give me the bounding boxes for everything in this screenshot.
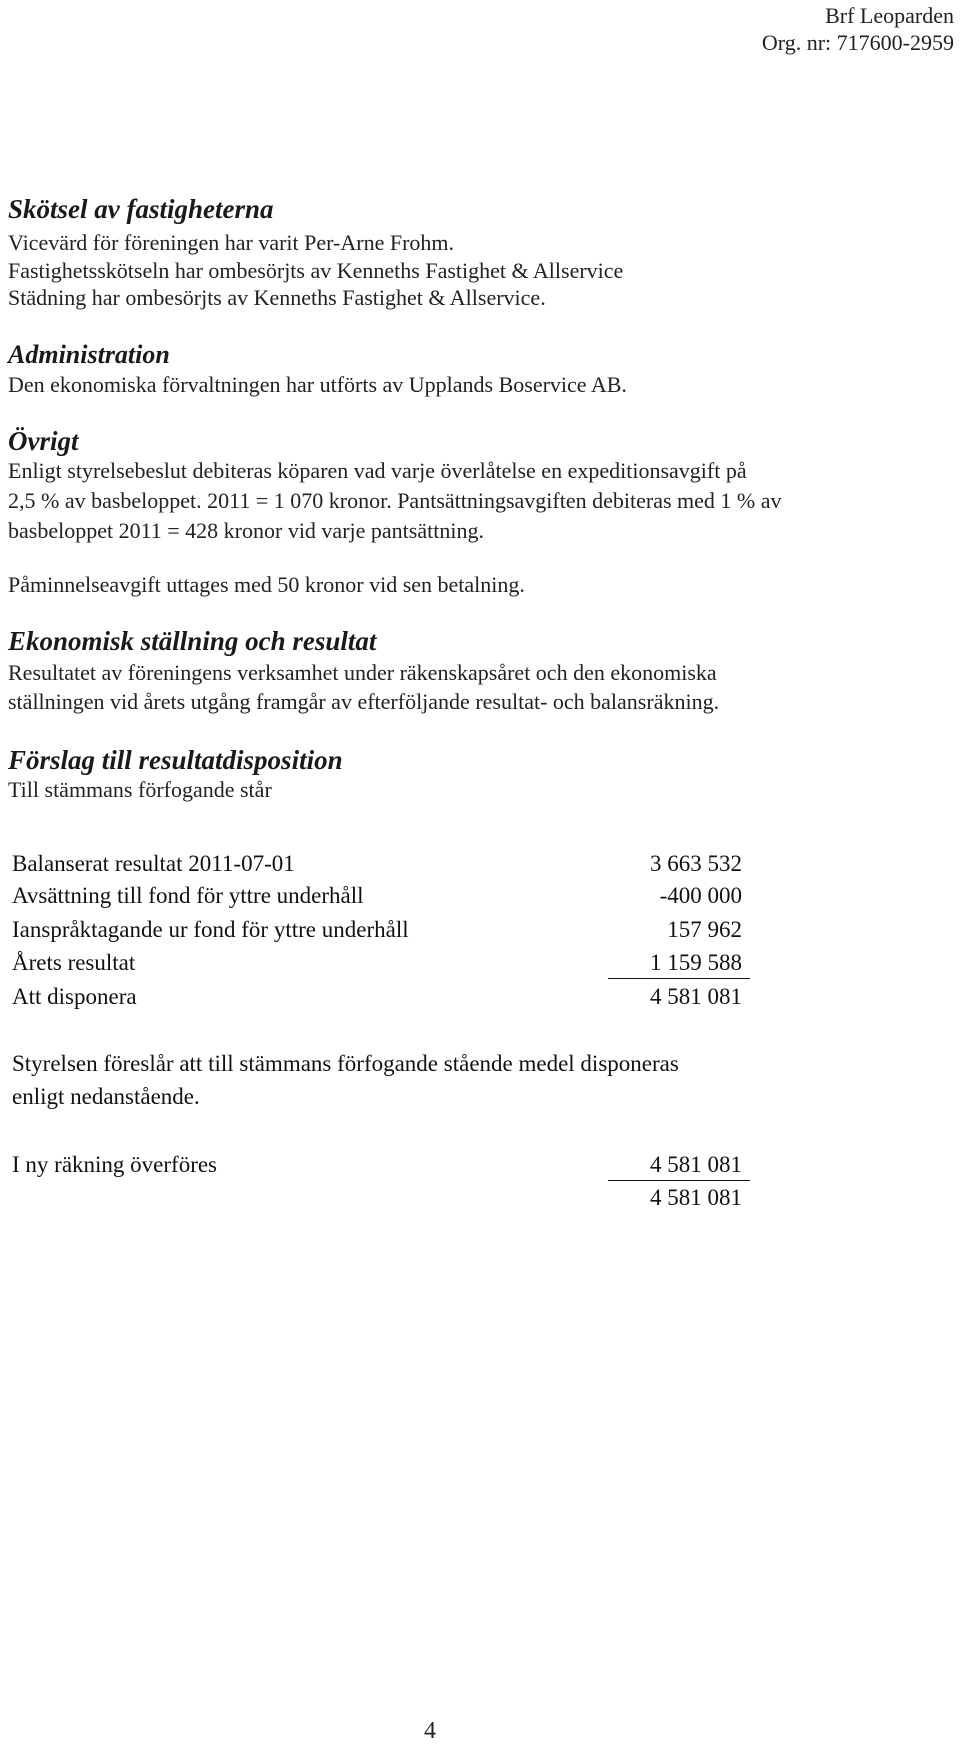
- section-heading-administration: Administration: [8, 340, 170, 369]
- section-heading-ovrigt: Övrigt: [8, 426, 79, 456]
- table-row-label: Balanserat resultat 2011-07-01: [12, 851, 295, 876]
- table-row-value: 3 663 532: [650, 851, 742, 876]
- table-row-label: Avsättning till fond för yttre underhåll: [12, 883, 364, 908]
- administration-line: Den ekonomiska förvaltningen har utförts av Upplands Boservice AB.: [8, 372, 627, 397]
- skotsel-line: Fastighetsskötseln har ombesörjts av Kenneths Fastighet & Allservice: [8, 258, 624, 283]
- proposal-line: Styrelsen föreslår att till stämmans förfogande stående medel disponeras: [12, 1051, 679, 1076]
- org-name: Brf Leoparden: [825, 3, 954, 28]
- proposal-line: enligt nedanstående.: [12, 1084, 200, 1109]
- ovrigt-line: basbeloppet 2011 = 428 kronor vid varje pantsättning.: [8, 518, 484, 543]
- ovrigt-line: Enligt styrelsebeslut debiteras köparen vad varje överlåtelse en expeditionsavgift på: [8, 458, 747, 483]
- carry-forward-total: 4 581 081: [650, 1185, 742, 1210]
- skotsel-line: Vicevärd för föreningen har varit Per-Arne Frohm.: [8, 230, 455, 255]
- table-row-value-underlined: 1 159 588: [608, 950, 750, 979]
- org-number: Org. nr: 717600-2959: [761, 30, 954, 55]
- forslag-intro: Till stämmans förfogande står: [8, 777, 272, 802]
- skotsel-line: Städning har ombesörjts av Kenneths Fastighet & Allservice.: [8, 285, 546, 310]
- ekonomisk-line: ställningen vid årets utgång framgår av efterföljande resultat- och balansräkning.: [8, 689, 720, 714]
- ovrigt-line: 2,5 % av basbeloppet. 2011 = 1 070 kronor. Pantsättningsavgiften debiteras med 1 % av: [8, 488, 782, 513]
- carry-forward-value: 4 581 081: [608, 1152, 750, 1181]
- section-heading-forslag: Förslag till resultatdisposition: [8, 745, 343, 775]
- section-heading-ekonomisk: Ekonomisk ställning och resultat: [8, 626, 377, 656]
- section-heading-skotsel: Skötsel av fastigheterna: [8, 194, 274, 224]
- carry-forward-label: I ny räkning överföres: [12, 1152, 218, 1177]
- table-row-label: Att disponera: [12, 984, 137, 1009]
- table-row-label: Årets resultat: [12, 950, 136, 975]
- table-row-value: -400 000: [659, 883, 742, 908]
- table-row-label: Ianspråktagande ur fond för yttre underhåll: [12, 917, 409, 942]
- table-row-value: 157 962: [667, 917, 742, 942]
- page-number: 4: [424, 1718, 436, 1744]
- table-row-value: 4 581 081: [650, 984, 742, 1009]
- reminder-fee-text: Påminnelseavgift uttages med 50 kronor vid sen betalning.: [8, 572, 525, 597]
- ekonomisk-line: Resultatet av föreningens verksamhet under räkenskapsåret och den ekonomiska: [8, 660, 717, 685]
